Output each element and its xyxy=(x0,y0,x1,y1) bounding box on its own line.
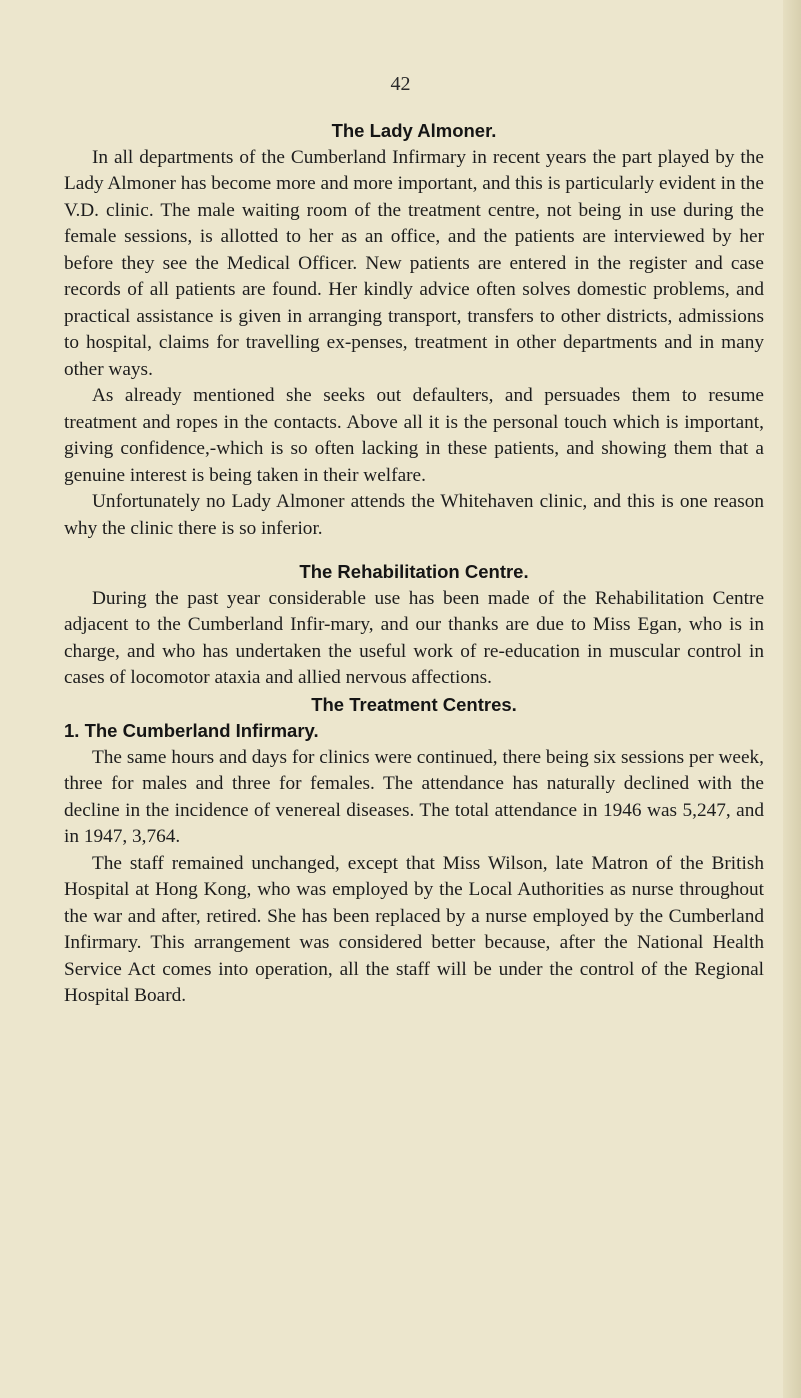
subheading-cumberland-infirmary: 1. The Cumberland Infirmary. xyxy=(64,720,319,741)
heading-lady-almoner: The Lady Almoner. xyxy=(331,120,497,141)
paragraph-almoner-2: As already mentioned she seeks out defaulters, and persuades them to resume treatment and ropes in the contacts. Above all it is the personal touch which is important, giving confidence,-which is so often lacking in these patients, and showing them that a genuine interest is being taken in their welfare. xyxy=(64,385,764,486)
paragraph-rehabilitation-1: During the past year considerable use has been made of the Rehabilitation Centre adjacent to the Cumberland Infir-mary, and our thanks are due to Miss Egan, who is in charge, and who has undertaken the useful work of re-education in muscular control in cases of locomotor ataxia and allied nervous affections. xyxy=(64,587,764,688)
page-number: 42 xyxy=(390,73,411,95)
heading-rehabilitation-centre: The Rehabilitation Centre. xyxy=(299,561,529,582)
page-body xyxy=(64,118,764,1010)
paragraph-almoner-3: Unfortunately no Lady Almoner attends the Whitehaven clinic, and this is one reason why the clinic there is so inferior. xyxy=(64,491,764,539)
page-edge-shadow xyxy=(783,0,801,1398)
paragraph-treatment-1: The same hours and days for clinics were continued, there being six sessions per week, three for males and three for females. The attendance has naturally declined with the decline in the incidence of venereal diseases. The total attendance in 1946 was 5,247, and in 1947, 3,764. xyxy=(64,746,764,847)
paragraph-treatment-2: The staff remained unchanged, except that Miss Wilson, late Matron of the British Hospital at Hong Kong, who was employed by the Local Authorities as nurse throughout the war and after, retired. She has been replaced by a nurse employed by the Cumberland Infirmary. This arrangement was considered better because, after the National Health Service Act comes into operation, all the staff will be under the control of the Regional Hospital Board. xyxy=(64,852,764,1006)
paragraph-almoner-1: In all departments of the Cumberland Infirmary in recent years the part played by the Lady Almoner has become more and more important, and this is particularly evident in the V.D. clinic. The male waiting room of the treatment centre, not being in use during the female sessions, is allotted to her as an office, and the patients are interviewed by her before they see the Medical Officer. New patients are entered in the register and case records of all patients are found. Her kindly advice often solves domestic problems, and practical assistance is given in arranging transport, transfers to other districts, admissions to hospital, claims for travelling ex-penses, treatment in other departments and in many other ways. xyxy=(64,146,764,380)
heading-treatment-centres: The Treatment Centres. xyxy=(311,693,517,715)
